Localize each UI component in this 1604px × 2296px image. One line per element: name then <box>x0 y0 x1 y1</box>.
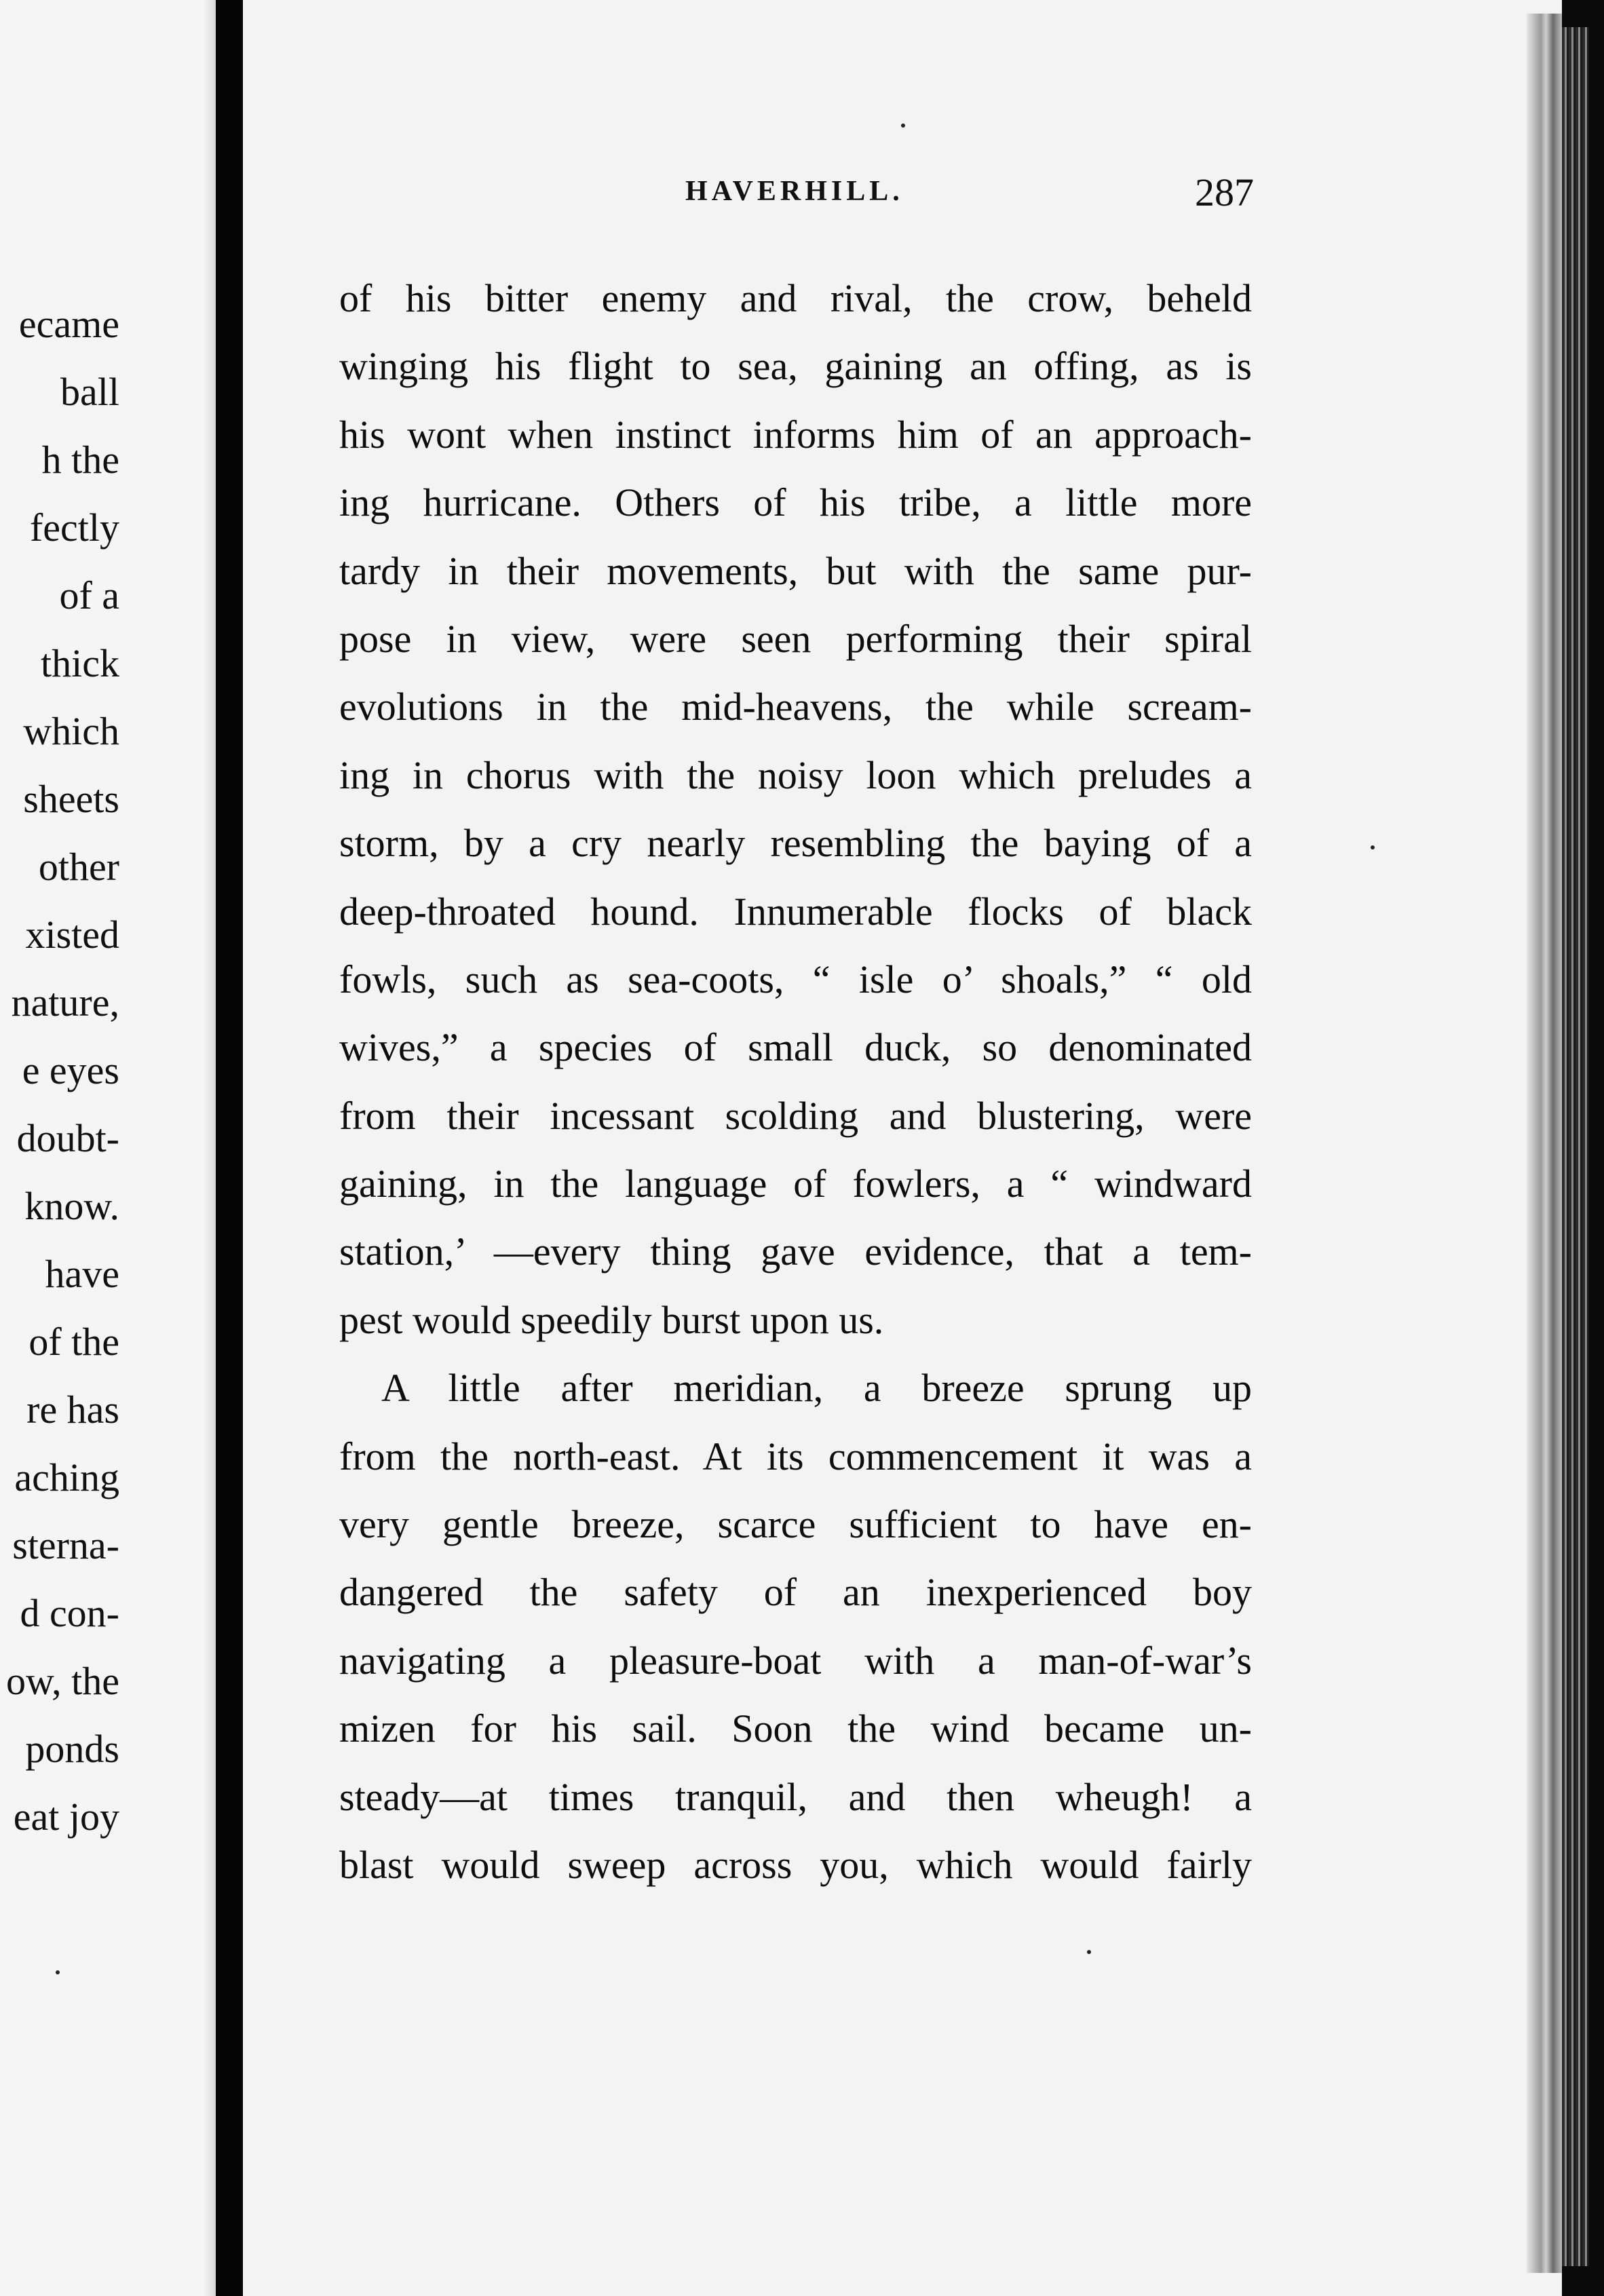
text-line: ing hurricane. Others of his tribe, a little more <box>339 480 1252 525</box>
text-line: wives,” a species of small duck, so denominated <box>339 1025 1252 1070</box>
scan-speck <box>1087 1950 1091 1954</box>
left-line: of a <box>59 573 119 617</box>
text-line: steady—at times tranquil, and then wheugh! a <box>339 1774 1252 1819</box>
left-line: eat joy <box>13 1795 119 1839</box>
left-line: ponds <box>25 1727 119 1771</box>
left-line: ball <box>60 370 119 414</box>
page-edge <box>1527 14 1562 2273</box>
left-line: sterna- <box>12 1523 119 1567</box>
text-line: winging his flight to sea, gaining an offing, as is <box>339 344 1252 389</box>
text-line: mizen for his sail. Soon the wind became un- <box>339 1706 1252 1751</box>
left-page-shadow <box>204 0 216 2296</box>
text-line: A little after meridian, a breeze sprung up <box>381 1366 1252 1411</box>
text-line: navigating a pleasure-boat with a man-of-war’s <box>339 1638 1252 1683</box>
left-line: other <box>38 845 119 889</box>
left-line: sheets <box>23 777 119 821</box>
book-gutter <box>216 0 243 2296</box>
text-line: station,’ —every thing gave evidence, that a tem- <box>339 1229 1252 1274</box>
left-line: which <box>23 709 119 753</box>
text-line: very gentle breeze, scarce sufficient to have en- <box>339 1502 1252 1547</box>
text-line: pose in view, were seen performing their spiral <box>339 616 1252 661</box>
left-line: ecame <box>18 302 119 346</box>
text-line: ing in chorus with the noisy loon which preludes a <box>339 752 1252 797</box>
left-page <box>0 0 216 2296</box>
text-line: evolutions in the mid-heavens, the while scream- <box>339 685 1252 729</box>
body-text <box>339 265 1252 1899</box>
text-line: fowls, such as sea-coots, “ isle o’ shoals,” “ old <box>339 957 1252 1001</box>
scan-speck <box>1371 845 1375 849</box>
text-line: storm, by a cry nearly resembling the baying of a <box>339 821 1252 866</box>
running-head: HAVERHILL. <box>685 176 904 207</box>
left-line: xisted <box>25 913 119 957</box>
text-line: pest would speedily burst upon us. <box>339 1297 884 1342</box>
text-line: tardy in their movements, but with the same pur- <box>339 548 1252 593</box>
left-page-text <box>0 290 119 1851</box>
text-line: blast would sweep across you, which would fairly <box>339 1842 1252 1887</box>
left-line: have <box>45 1252 119 1296</box>
text-line: gaining, in the language of fowlers, a “ windward <box>339 1162 1252 1206</box>
left-line: fectly <box>29 505 119 550</box>
left-line: doubt- <box>16 1116 119 1160</box>
left-line: nature, <box>11 980 119 1025</box>
page-number: 287 <box>1195 170 1254 214</box>
left-line: aching <box>14 1455 119 1499</box>
page-block-edges <box>1562 27 1589 2266</box>
text-line: from the north-east. At its commencement it was a <box>339 1434 1252 1478</box>
text-line: deep-throated hound. Innumerable flocks of black <box>339 889 1252 934</box>
scan-speck <box>56 1970 60 1974</box>
text-line: his wont when instinct informs him of an approach- <box>339 412 1252 457</box>
text-line: dangered the safety of an inexperienced boy <box>339 1570 1252 1615</box>
left-line: ow, the <box>6 1659 119 1703</box>
left-line: d con- <box>20 1591 119 1635</box>
left-line: know. <box>24 1184 119 1228</box>
left-line: thick <box>41 641 119 685</box>
left-line: h the <box>41 438 119 482</box>
text-line: from their incessant scolding and blustering, were <box>339 1093 1252 1138</box>
left-line: re has <box>26 1388 119 1432</box>
text-line: of his bitter enemy and rival, the crow, beheld <box>339 276 1252 320</box>
left-line: e eyes <box>22 1048 119 1092</box>
left-line: of the <box>28 1320 119 1364</box>
scan-speck <box>901 123 905 128</box>
